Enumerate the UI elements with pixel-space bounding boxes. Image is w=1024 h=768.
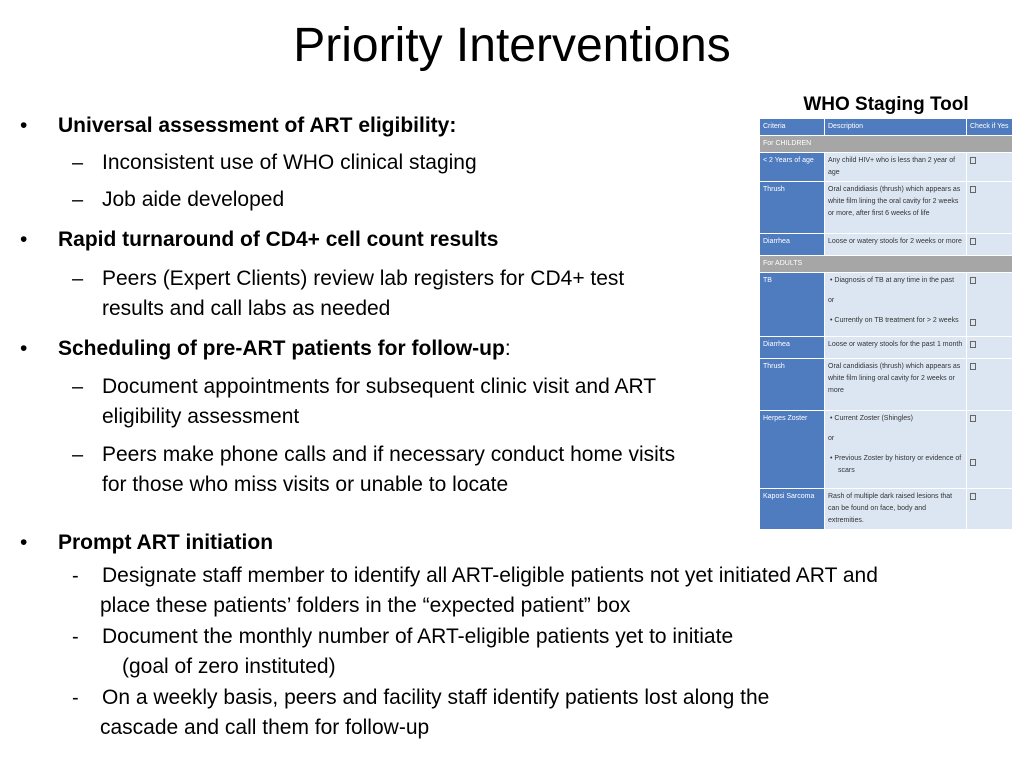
table-row (760, 359, 1013, 411)
hyphen-marker: - (72, 565, 79, 587)
or-text: or (828, 297, 835, 304)
subitem-text: Document the monthly number of ART-eligible patients yet to initiate (102, 625, 734, 648)
header-check: Check if Yes (967, 119, 1013, 136)
table-header-row (760, 119, 1013, 136)
bullet-marker: • (20, 337, 28, 360)
table-row (760, 337, 1013, 359)
check-cell (967, 234, 1013, 256)
check-cell (967, 153, 1013, 182)
subitem-text: On a weekly basis, peers and facility staff identify patients lost along the (102, 686, 770, 709)
description-cell: Loose or watery stools for 2 weeks or more (825, 234, 967, 256)
description-cell: Rash of multiple dark raised lesions that can be found on face, body and extremities. (825, 489, 967, 530)
table-row (760, 273, 1013, 337)
checkbox[interactable] (970, 493, 976, 500)
dash-marker: – (72, 152, 84, 174)
table-row (760, 234, 1013, 256)
hyphen-marker: - (72, 626, 79, 648)
subitem-text: eligibility assessment (102, 405, 300, 428)
subitem-text: for those who miss visits or unable to locate (102, 473, 509, 496)
description-cell (825, 411, 967, 489)
check-cell (967, 489, 1013, 530)
criteria-cell: Diarrhea (760, 234, 825, 256)
check-cell (967, 182, 1013, 234)
dash-marker: – (72, 444, 84, 466)
table-row (760, 411, 1013, 489)
description-cell (825, 273, 967, 337)
hyphen-marker: - (72, 687, 79, 709)
section-row-children (760, 136, 1013, 153)
subitem-text: Designate staff member to identify all ART-eligible patients not yet initiated ART and (102, 564, 878, 587)
subitem-text: Document appointments for subsequent clinic visit and ART (102, 375, 657, 398)
check-cell (967, 411, 1013, 489)
heading-text: Scheduling of pre-ART patients for follow-up (58, 337, 505, 360)
subitem-text: results and call labs as needed (102, 297, 391, 320)
header-criteria: Criteria (760, 119, 825, 136)
section-label: For ADULTS (760, 256, 1013, 273)
bullet-marker: • (20, 531, 28, 554)
description-cell: Oral candidiasis (thrush) which appears as white film lining oral cavity for 2 weeks or more (825, 359, 967, 411)
bullet-marker: • (20, 114, 28, 137)
check-cell (967, 359, 1013, 411)
description-cell: Loose or watery stools for the past 1 month (825, 337, 967, 359)
item-text: Currently on TB treatment for > 2 weeks (834, 317, 959, 324)
subitem-text: cascade and call them for follow-up (100, 716, 430, 739)
list-item: • Previous Zoster by history or evidence of scars (830, 455, 962, 474)
subitem-text: Job aide developed (102, 188, 285, 211)
table-row (760, 153, 1013, 182)
checkbox[interactable] (970, 277, 976, 284)
check-cell (967, 273, 1013, 337)
who-tool-title: WHO Staging Tool (803, 94, 969, 115)
checkbox[interactable] (970, 238, 976, 245)
checkbox[interactable] (970, 363, 976, 370)
bullet-marker: • (20, 228, 28, 251)
item-text: Previous Zoster by history or evidence of scars (834, 455, 962, 474)
criteria-cell: Kaposi Sarcoma (760, 489, 825, 530)
section-row-adults (760, 256, 1013, 273)
checkbox[interactable] (970, 319, 976, 326)
table-row (760, 489, 1013, 530)
subitem-text: Peers make phone calls and if necessary conduct home visits (102, 443, 676, 466)
list-item: • Currently on TB treatment for > 2 weeks (830, 317, 959, 324)
description-cell: Any child HIV+ who is less than 2 year of age (825, 153, 967, 182)
criteria-cell: Thrush (760, 182, 825, 234)
subitem-text: Inconsistent use of WHO clinical staging (102, 151, 477, 174)
dash-marker: – (72, 189, 84, 211)
who-staging-table (759, 118, 1013, 530)
section-label: For CHILDREN (760, 136, 1013, 153)
header-description: Description (825, 119, 967, 136)
list-item: • Current Zoster (Shingles) (830, 415, 913, 422)
table-row (760, 182, 1013, 234)
list-item: • Diagnosis of TB at any time in the past (830, 277, 955, 284)
checkbox[interactable] (970, 415, 976, 422)
or-text: or (828, 435, 835, 442)
checkbox[interactable] (970, 459, 976, 466)
check-cell (967, 337, 1013, 359)
criteria-cell: Thrush (760, 359, 825, 411)
criteria-cell: < 2 Years of age (760, 153, 825, 182)
checkbox[interactable] (970, 186, 976, 193)
section-heading-art-eligibility: Universal assessment of ART eligibility: (58, 114, 457, 137)
section-heading-scheduling (58, 334, 511, 364)
item-text: Current Zoster (Shingles) (834, 415, 913, 422)
heading-suffix: : (504, 337, 511, 360)
dash-marker: – (72, 376, 84, 398)
item-text: Diagnosis of TB at any time in the past (834, 277, 955, 284)
section-heading-prompt-art: Prompt ART initiation (58, 531, 274, 554)
criteria-cell: TB (760, 273, 825, 337)
criteria-cell: Diarrhea (760, 337, 825, 359)
subitem-text: place these patients’ folders in the “expected patient” box (100, 594, 631, 617)
description-cell: Oral candidiasis (thrush) which appears as white film lining the oral cavity for 2 weeks or more, after first 6 weeks of life (825, 182, 967, 234)
checkbox[interactable] (970, 157, 976, 164)
checkbox[interactable] (970, 341, 976, 348)
subitem-text: (goal of zero instituted) (122, 655, 336, 678)
dash-marker: – (72, 268, 84, 290)
section-heading-cd4: Rapid turnaround of CD4+ cell count results (58, 228, 499, 251)
criteria-cell: Herpes Zoster (760, 411, 825, 489)
slide-title: Priority Interventions (293, 19, 731, 72)
subitem-text: Peers (Expert Clients) review lab registers for CD4+ test (102, 267, 625, 290)
